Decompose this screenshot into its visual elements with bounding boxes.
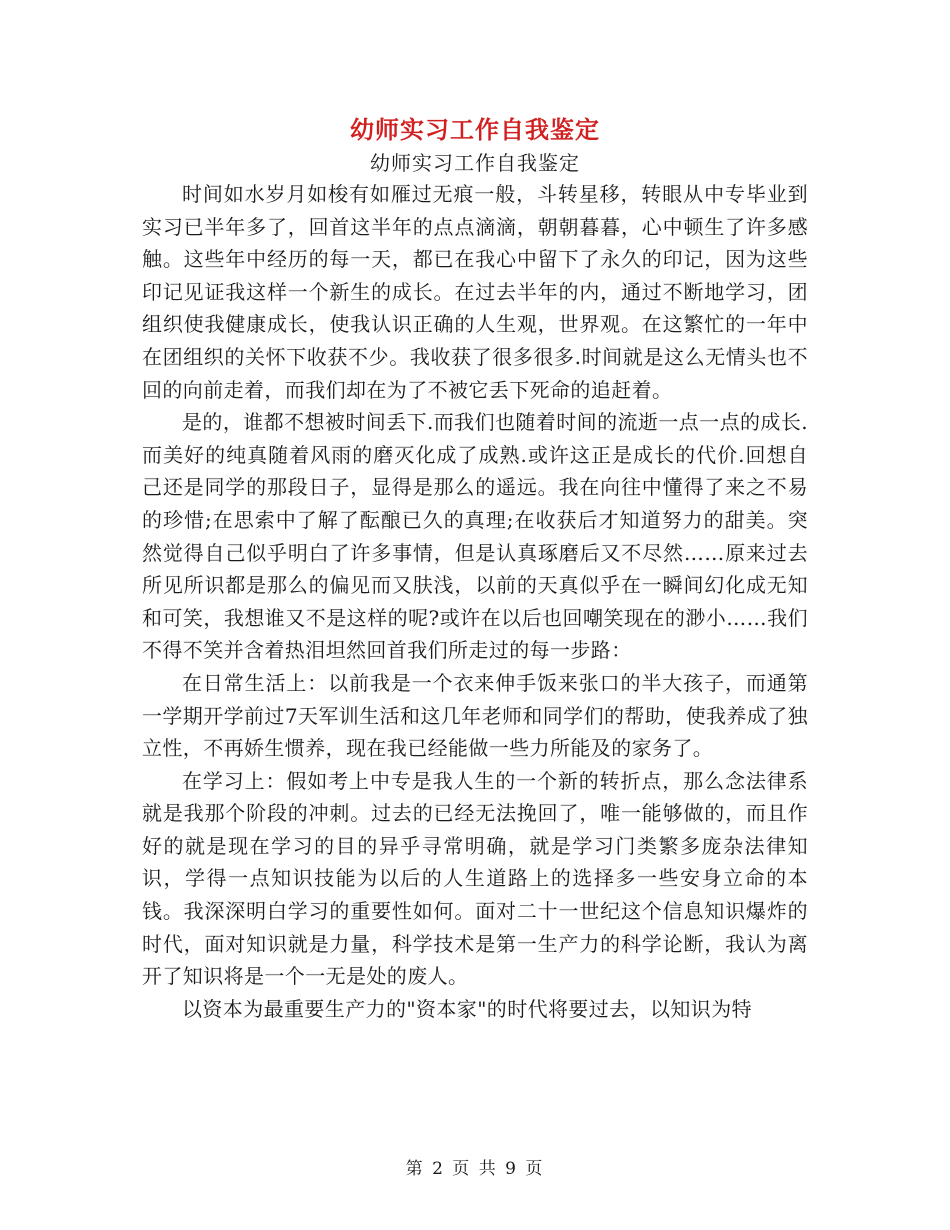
paragraph: 以资本为最重要生产力的"资本家"的时代将要过去，以知识为特: [182, 996, 752, 1021]
document-title: 幼师实习工作自我鉴定: [350, 116, 600, 144]
paragraph: 在学习上：假如考上中专是我人生的一个新的转折点，那么念法律系就是我那个阶段的冲刺。过去的已经无法挽回了，唯一能够做的，而且作好的就是现在学习的目的异乎寻常明确，就是学习门类繁多庞杂法律知识，学得一点知识技能为以后的人生道路上的选择多一些安身立命的本钱。我深深明白学习的重要性如何。面对二十一世纪这个信息知识爆炸的时代，面对知识就是力量，科学技术是第一生产力的科学论断，我认为离开了知识将是一个一无是处的废人。: [142, 768, 808, 989]
paragraph: 在日常生活上：以前我是一个衣来伸手饭来张口的半大孩子，而通第一学期开学前过7天军训生活和这几年老师和同学们的帮助，使我养成了独立性，不再娇生惯养，现在我已经能做一些力所能及的家务了。: [142, 670, 808, 761]
document-body: [142, 178, 808, 1025]
paragraph: 是的，谁都不想被时间丢下.而我们也随着时间的流逝一点一点的成长.而美好的纯真随着风雨的磨灭化成了成熟.或许这正是成长的代价.回想自己还是同学的那段日子，显得是那么的遥远。我在向往中懂得了来之不易的珍惜;在思索中了解了酝酿已久的真理;在收获后才知道努力的甜美。突然觉得自己似乎明白了许多事情，但是认真琢磨后又不尽然……原来过去所见所识都是那么的偏见而又肤浅，以前的天真似乎在一瞬间幻化成无知和可笑，我想谁又不是这样的呢?或许在以后也回嘲笑现在的渺小……我们不得不笑并含着热泪坦然回首我们所走过的每一步路：: [142, 410, 808, 663]
page-number-footer: 第 2 页 共 9 页: [405, 1159, 545, 1179]
paragraph: 时间如水岁月如梭有如雁过无痕一般，斗转星移，转眼从中专毕业到实习已半年多了，回首这半年的点点滴滴，朝朝暮暮，心中顿生了许多感触。这些年中经历的每一天，都已在我心中留下了永久的印记，因为这些印记见证我这样一个新生的成长。在过去半年的内，通过不断地学习，团组织使我健康成长，使我认识正确的人生观，世界观。在这繁忙的一年中在团组织的关怀下收获不少。我收获了很多很多.时间就是这么无情头也不回的向前走着，而我们却在为了不被它丢下死命的追赶着。: [142, 182, 808, 402]
document-subtitle: 幼师实习工作自我鉴定: [370, 151, 580, 175]
